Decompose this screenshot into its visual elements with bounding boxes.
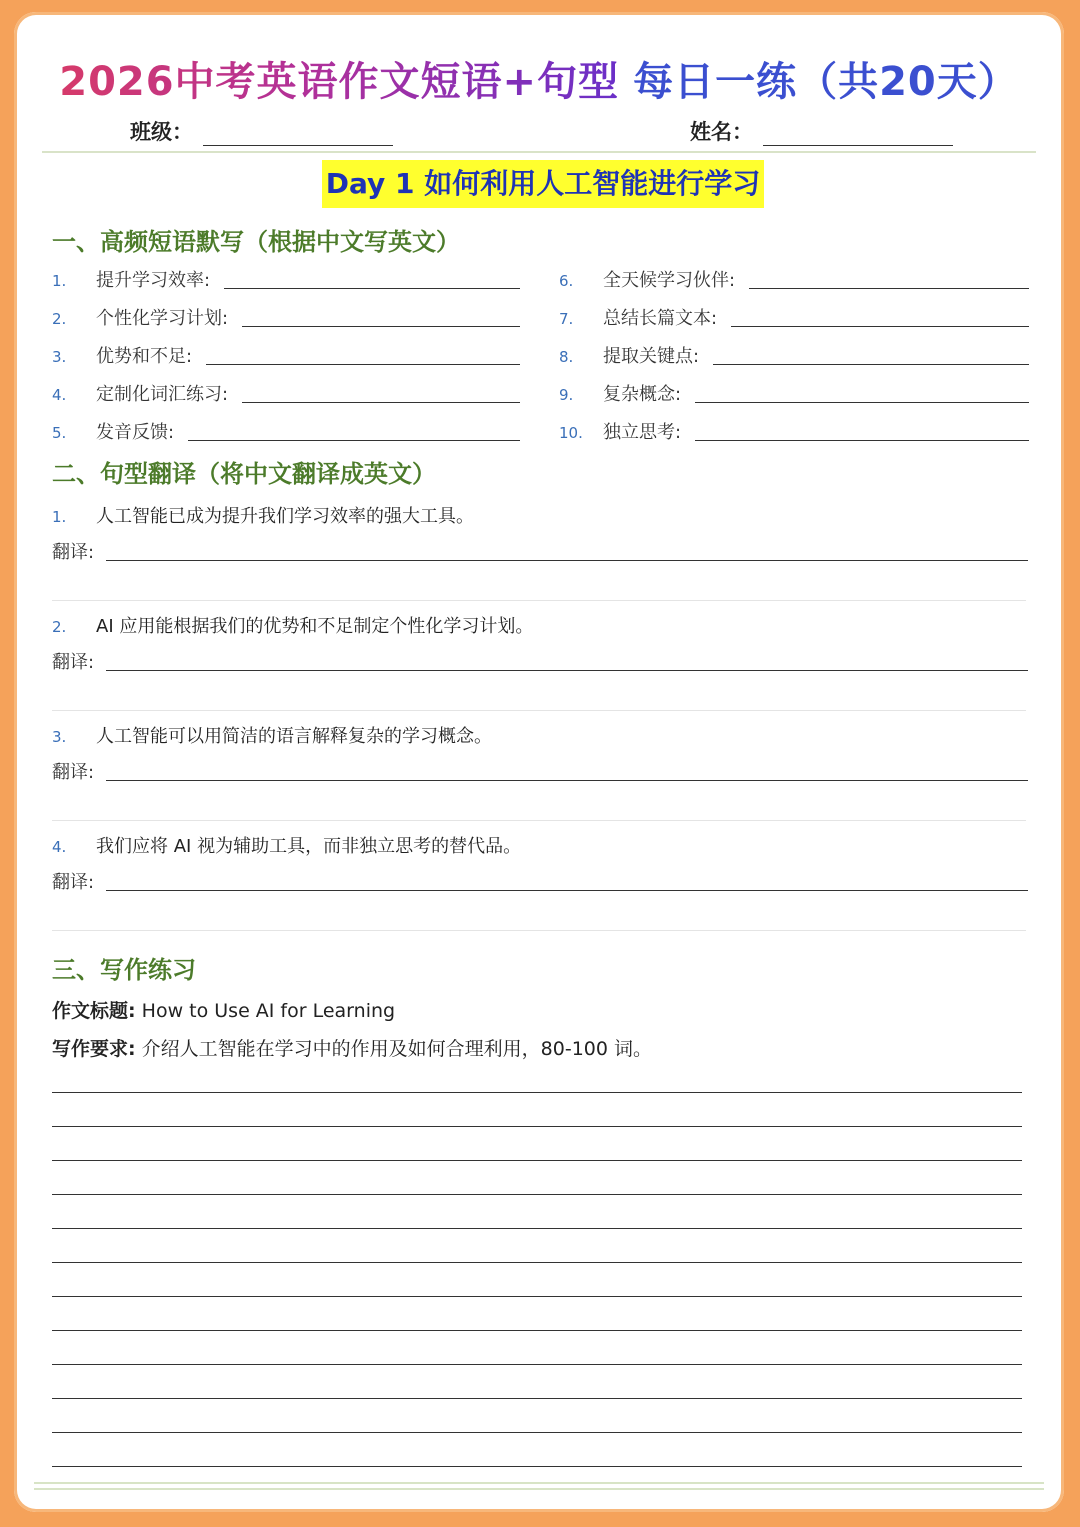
sentence-text: AI 应用能根据我们的优势和不足制定个性化学习计划。 bbox=[96, 616, 534, 637]
answer-blank[interactable] bbox=[695, 402, 1029, 403]
sentence-number: 2. bbox=[52, 618, 67, 636]
phrase-number: 6. bbox=[559, 272, 574, 290]
day-title: Day 1 如何利用人工智能进行学习 bbox=[322, 160, 764, 208]
sentence-item bbox=[52, 502, 1026, 528]
translation-field[interactable] bbox=[52, 868, 1028, 894]
phrase-number: 7. bbox=[559, 310, 574, 328]
writing-line[interactable] bbox=[52, 1330, 1022, 1331]
phrase-text: 定制化词汇练习: bbox=[96, 384, 229, 405]
phrase-item[interactable] bbox=[52, 300, 520, 330]
writing-line[interactable] bbox=[52, 1228, 1022, 1229]
phrase-item[interactable] bbox=[52, 376, 520, 406]
translation-blank[interactable] bbox=[106, 670, 1028, 671]
sentence-number: 3. bbox=[52, 728, 67, 746]
phrase-item[interactable] bbox=[559, 338, 1029, 368]
phrase-text: 总结长篇文本: bbox=[603, 308, 718, 329]
footer-rule bbox=[34, 1488, 1044, 1490]
sentence-text: 人工智能可以用简洁的语言解释复杂的学习概念。 bbox=[96, 726, 492, 747]
writing-line[interactable] bbox=[52, 1160, 1022, 1161]
answer-blank[interactable] bbox=[188, 440, 520, 441]
phrase-item[interactable] bbox=[52, 262, 520, 292]
translation-label: 翻译: bbox=[52, 762, 95, 783]
worksheet-page bbox=[14, 12, 1064, 1512]
divider bbox=[52, 710, 1026, 711]
section2-heading: 二、句型翻译（将中文翻译成英文） bbox=[52, 460, 436, 488]
requirement-label: 写作要求: bbox=[52, 1038, 136, 1060]
writing-line[interactable] bbox=[52, 1194, 1022, 1195]
phrase-text: 发音反馈: bbox=[96, 422, 175, 443]
phrase-text: 复杂概念: bbox=[603, 384, 682, 405]
class-field[interactable] bbox=[130, 116, 393, 146]
translation-field[interactable] bbox=[52, 648, 1028, 674]
writing-line[interactable] bbox=[52, 1092, 1022, 1093]
divider bbox=[52, 930, 1026, 931]
translation-label: 翻译: bbox=[52, 652, 95, 673]
writing-line[interactable] bbox=[52, 1364, 1022, 1365]
sentence-number: 1. bbox=[52, 508, 67, 526]
writing-line[interactable] bbox=[52, 1466, 1022, 1467]
writing-line[interactable] bbox=[52, 1296, 1022, 1297]
section1-heading: 一、高频短语默写（根据中文写英文） bbox=[52, 228, 460, 256]
requirement-text: 介绍人工智能在学习中的作用及如何合理利用，80-100 词。 bbox=[141, 1038, 652, 1060]
writing-line[interactable] bbox=[52, 1126, 1022, 1127]
name-field[interactable] bbox=[690, 116, 953, 146]
sentence-text: 人工智能已成为提升我们学习效率的强大工具。 bbox=[96, 506, 474, 527]
class-label: 班级： bbox=[130, 119, 193, 144]
phrase-number: 3. bbox=[52, 348, 67, 366]
translation-label: 翻译: bbox=[52, 542, 95, 563]
section3-heading: 三、写作练习 bbox=[52, 956, 196, 984]
phrase-text: 全天候学习伙伴: bbox=[603, 270, 736, 291]
phrase-text: 独立思考: bbox=[603, 422, 682, 443]
phrase-item[interactable] bbox=[52, 338, 520, 368]
writing-line[interactable] bbox=[52, 1432, 1022, 1433]
phrase-item[interactable] bbox=[559, 376, 1029, 406]
footer-rule bbox=[34, 1482, 1044, 1484]
header-divider bbox=[42, 151, 1036, 153]
answer-blank[interactable] bbox=[206, 364, 520, 365]
phrase-text: 优势和不足: bbox=[96, 346, 193, 367]
phrase-number: 8. bbox=[559, 348, 574, 366]
phrase-text: 个性化学习计划: bbox=[96, 308, 229, 329]
name-blank[interactable] bbox=[763, 123, 953, 146]
writing-line[interactable] bbox=[52, 1262, 1022, 1263]
sentence-number: 4. bbox=[52, 838, 67, 856]
name-label: 姓名： bbox=[690, 119, 753, 144]
phrase-number: 1. bbox=[52, 272, 67, 290]
sentence-item bbox=[52, 722, 1026, 748]
title-sub: 每日一练（共20天） bbox=[633, 59, 1019, 105]
translation-blank[interactable] bbox=[106, 890, 1028, 891]
essay-topic bbox=[52, 996, 395, 1023]
phrase-number: 9. bbox=[559, 386, 574, 404]
phrase-text: 提升学习效率: bbox=[96, 270, 211, 291]
phrase-number: 10. bbox=[559, 424, 583, 442]
divider bbox=[52, 600, 1026, 601]
sentence-item bbox=[52, 612, 1026, 638]
sentence-text: 我们应将 AI 视为辅助工具，而非独立思考的替代品。 bbox=[96, 836, 522, 857]
phrase-item[interactable] bbox=[559, 300, 1029, 330]
phrase-item[interactable] bbox=[559, 414, 1029, 444]
translation-label: 翻译: bbox=[52, 872, 95, 893]
phrase-item[interactable] bbox=[52, 414, 520, 444]
topic-text: How to Use AI for Learning bbox=[141, 1000, 396, 1022]
essay-requirement bbox=[52, 1034, 652, 1061]
title-main: 2026中考英语作文短语+句型 bbox=[59, 59, 620, 105]
divider bbox=[52, 820, 1026, 821]
answer-blank[interactable] bbox=[242, 402, 520, 403]
phrase-number: 2. bbox=[52, 310, 67, 328]
phrase-text: 提取关键点: bbox=[603, 346, 700, 367]
answer-blank[interactable] bbox=[749, 288, 1029, 289]
answer-blank[interactable] bbox=[224, 288, 520, 289]
phrase-item[interactable] bbox=[559, 262, 1029, 292]
answer-blank[interactable] bbox=[731, 326, 1029, 327]
topic-label: 作文标题: bbox=[52, 1000, 136, 1022]
writing-line[interactable] bbox=[52, 1398, 1022, 1399]
translation-field[interactable] bbox=[52, 758, 1028, 784]
class-blank[interactable] bbox=[203, 123, 393, 146]
translation-field[interactable] bbox=[52, 538, 1028, 564]
phrase-number: 5. bbox=[52, 424, 67, 442]
translation-blank[interactable] bbox=[106, 560, 1028, 561]
translation-blank[interactable] bbox=[106, 780, 1028, 781]
sentence-item bbox=[52, 832, 1026, 858]
answer-blank[interactable] bbox=[695, 440, 1029, 441]
answer-blank[interactable] bbox=[242, 326, 520, 327]
answer-blank[interactable] bbox=[713, 364, 1029, 365]
page-title bbox=[14, 50, 1064, 107]
phrase-number: 4. bbox=[52, 386, 67, 404]
